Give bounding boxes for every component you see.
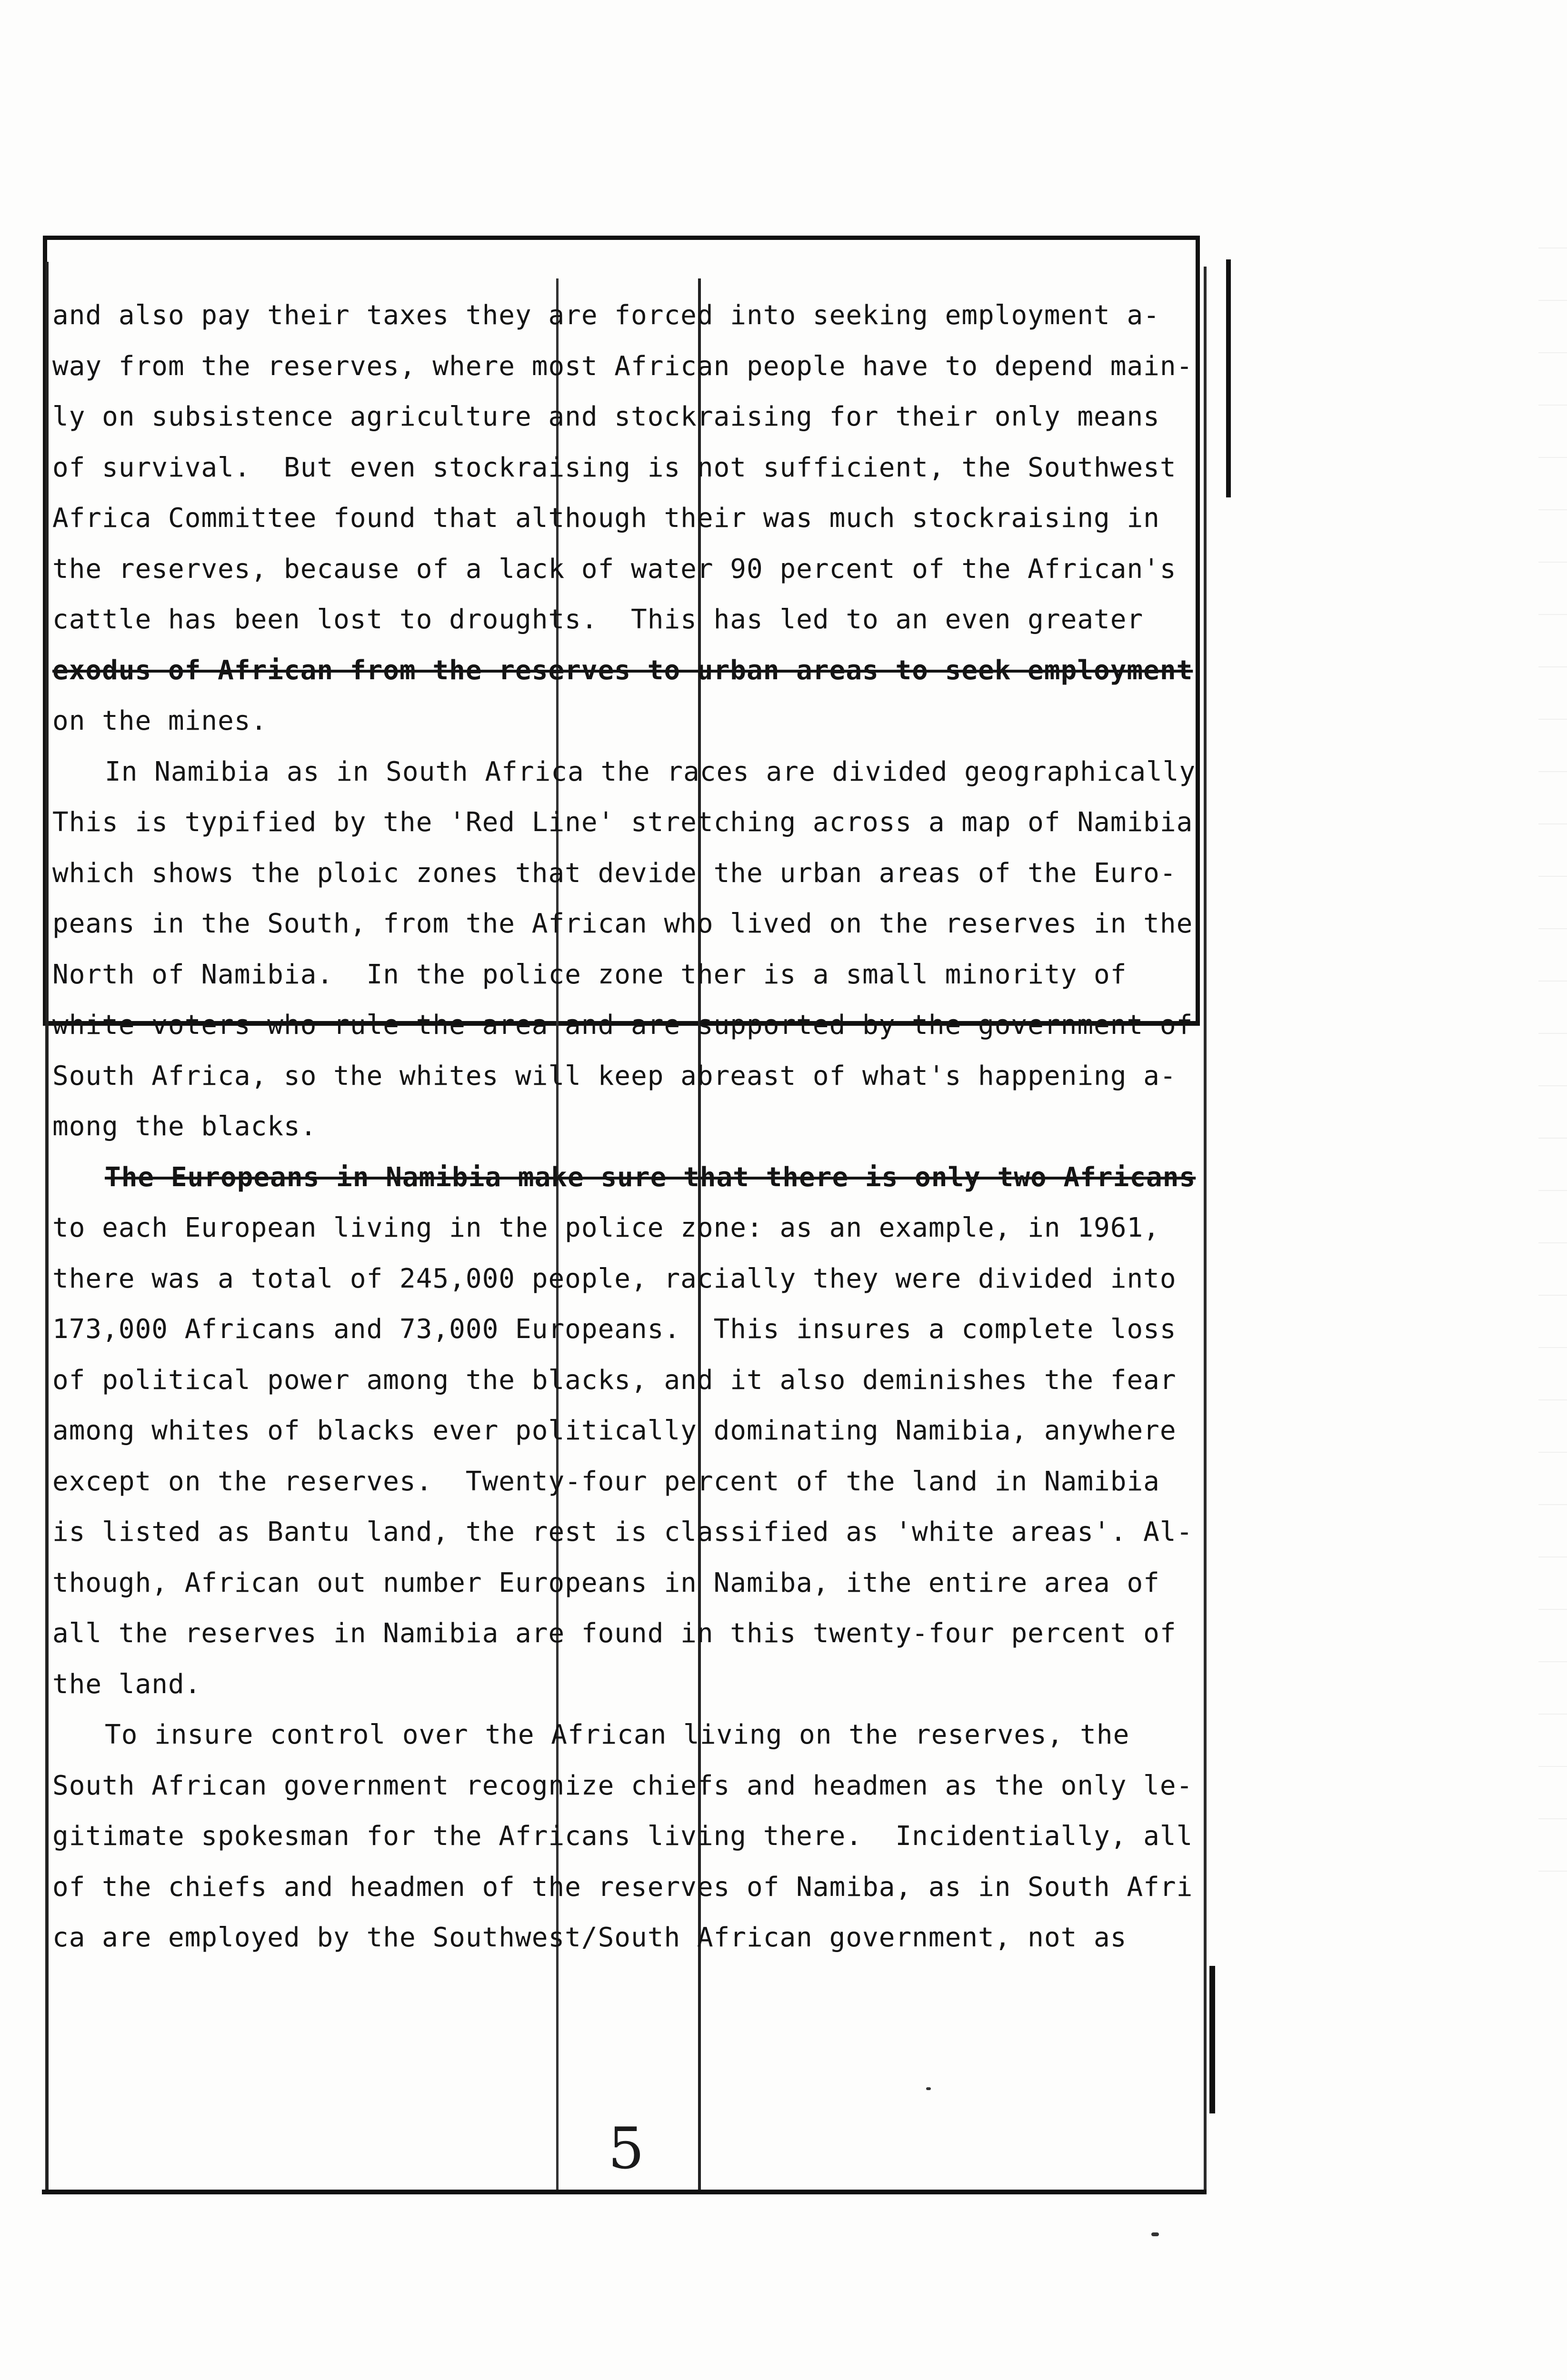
text-line: 173,000 Africans and 73,000 Europeans. This insures a complete loss	[52, 1314, 1177, 1345]
text-line: This is typified by the 'Red Line' stretching across a map of Namibia	[52, 807, 1193, 838]
text-line: the reserves, because of a lack of water 90 percent of the African's	[52, 553, 1177, 585]
text-line: white voters who rule the area and are supported by the government of	[52, 1010, 1193, 1041]
text-line: South Africa, so the whites will keep abreast of what's happening a-	[52, 1060, 1177, 1091]
text-line: though, African out number Europeans in Namiba, ithe entire area of	[52, 1567, 1160, 1598]
text-line: of political power among the blacks, and it also deminishes the fear	[52, 1364, 1177, 1396]
text-line: North of Namibia. In the police zone ther is a small minority of	[52, 959, 1127, 990]
text-line: ly on subsistence agriculture and stockraising for their only means	[52, 401, 1160, 432]
typed-text-block	[52, 290, 1214, 1964]
text-line: The Europeans in Namibia make sure that there is only two Africans	[105, 1161, 1196, 1193]
text-line: of survival. But even stockraising is not sufficient, the Southwest	[52, 452, 1177, 483]
text-line: except on the reserves. Twenty-four percent of the land in Namibia	[52, 1466, 1160, 1497]
paste-up-rule-left	[45, 262, 49, 2194]
text-line: To insure control over the African living on the reserves, the	[105, 1719, 1130, 1750]
text-line: the land.	[52, 1668, 201, 1700]
text-line: and also pay their taxes they are forced into seeking employment a-	[52, 300, 1160, 331]
paste-up-frame-right-lower-edge	[1209, 1966, 1215, 2113]
text-line: there was a total of 245,000 people, racially they were divided into	[52, 1263, 1177, 1294]
paste-up-frame-bottom	[42, 2190, 1207, 2194]
text-line: Africa Committee found that although their was much stockraising in	[52, 503, 1160, 534]
stray-mark	[926, 2087, 931, 2090]
paste-up-frame-right-edge	[1226, 259, 1231, 497]
text-line: cattle has been lost to droughts. This has led to an even greater	[52, 604, 1144, 635]
stray-mark	[1151, 2232, 1159, 2236]
page-number: 5	[608, 2116, 645, 2182]
text-line: gitimate spokesman for the Africans living there. Incidentially, all	[52, 1821, 1193, 1852]
text-line: all the reserves in Namibia are found in this twenty-four percent of	[52, 1618, 1177, 1649]
text-line: which shows the ploic zones that devide the urban areas of the Euro-	[52, 857, 1177, 889]
text-line: exodus of African from the reserves to urban areas to seek employment	[52, 654, 1193, 686]
text-line: of the chiefs and headmen of the reserves of Namiba, as in South Afri	[52, 1871, 1193, 1903]
text-line: on the mines.	[52, 705, 268, 736]
text-line: way from the reserves, where most African people have to depend main-	[52, 350, 1193, 382]
text-line: to each European living in the police zone: as an example, in 1961,	[52, 1212, 1160, 1243]
text-line: is listed as Bantu land, the rest is classified as 'white areas'. Al-	[52, 1517, 1193, 1547]
paper-bleed-through	[1538, 248, 1567, 1914]
text-line: South African government recognize chiefs and headmen as the only le-	[52, 1770, 1193, 1801]
text-line: among whites of blacks ever politically dominating Namibia, anywhere	[52, 1415, 1177, 1446]
text-line: peans in the South, from the African who lived on the reserves in the	[52, 908, 1193, 939]
text-line: mong the blacks.	[52, 1111, 317, 1142]
text-line: ca are employed by the Southwest/South African government, not as	[52, 1922, 1127, 1953]
text-line: In Namibia as in South Africa the races are divided geographically	[105, 756, 1196, 787]
